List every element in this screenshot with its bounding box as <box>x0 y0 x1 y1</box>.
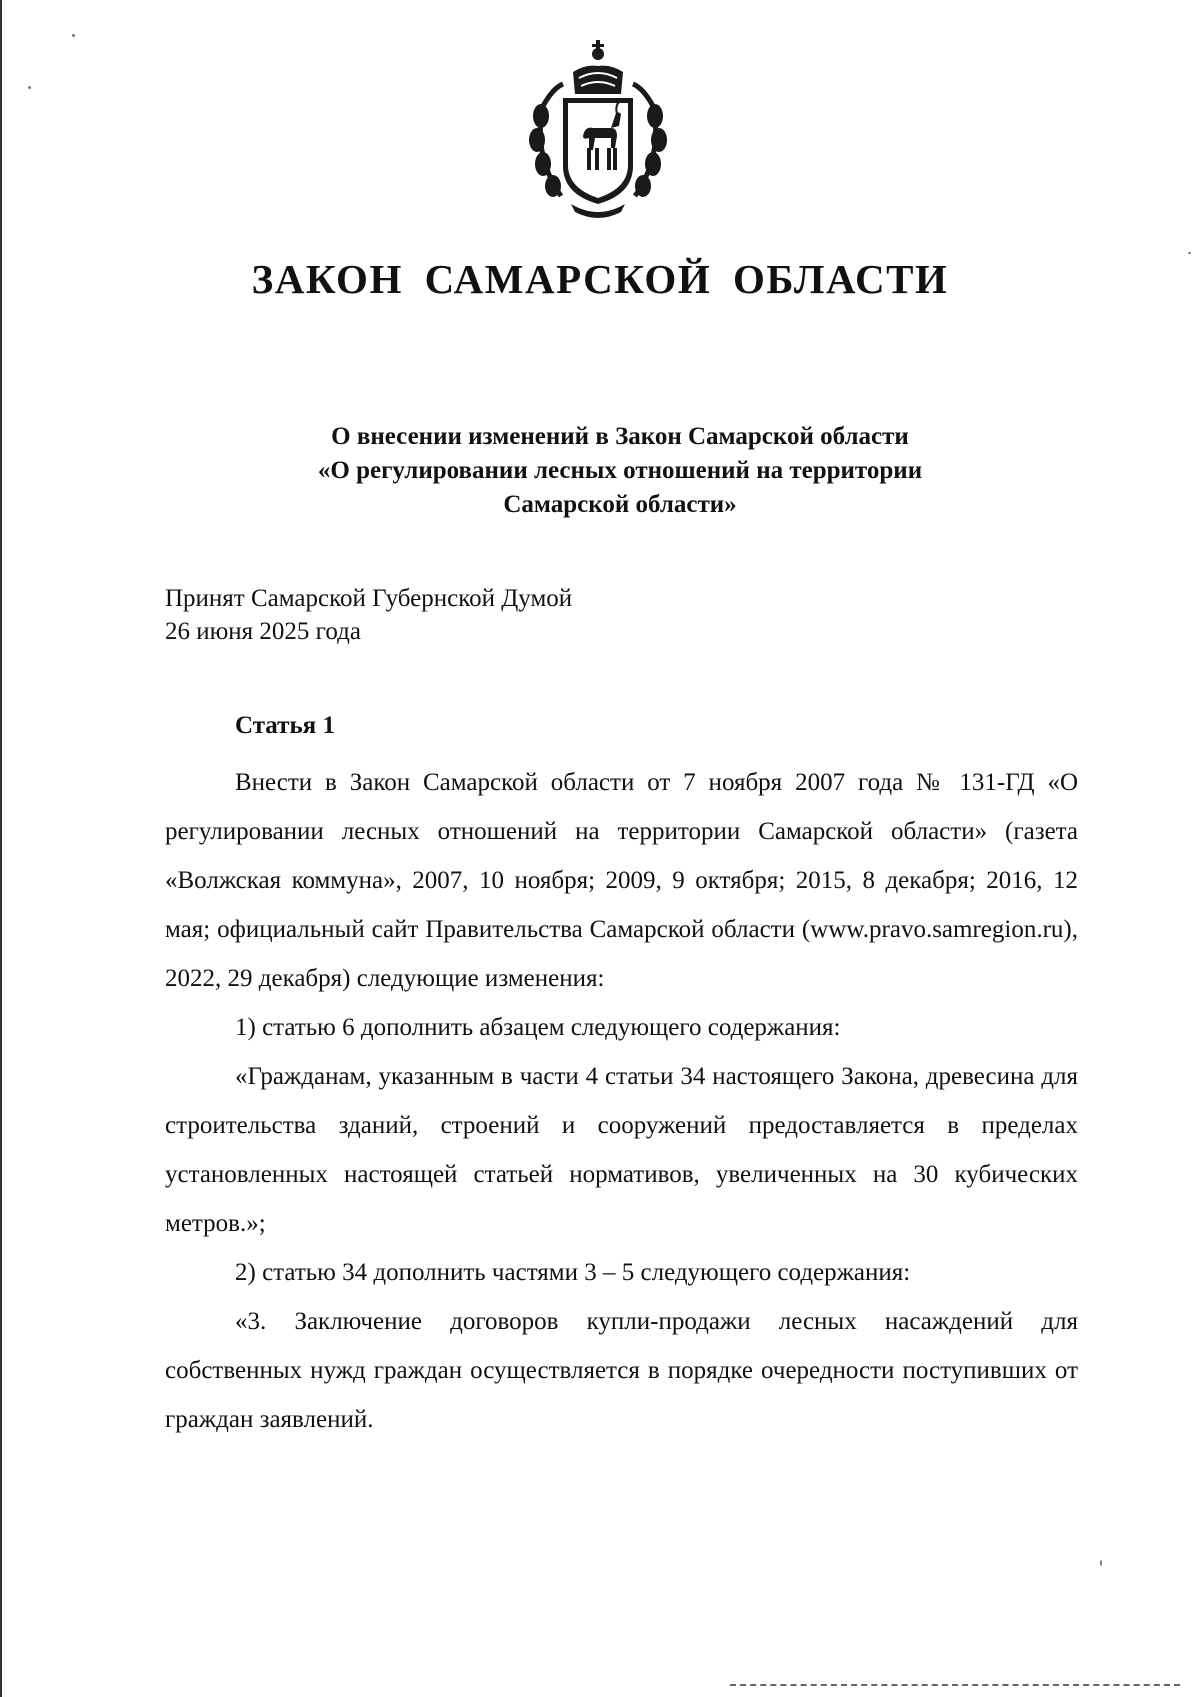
paragraph-quote-2: «3. Заключение договоров купли-продажи лесных насаждений для собственных нужд граждан осуществляется в порядке очередности поступивших от граждан заявлений. <box>165 1308 1078 1433</box>
paragraph-item-2: 2) статью 34 дополнить частями 3 – 5 следующего содержания: <box>235 1259 911 1286</box>
subtitle-line-1: О внесении изменений в Закон Самарской области <box>331 423 909 450</box>
coat-of-arms-icon <box>523 36 673 224</box>
article-heading: Статья 1 <box>235 712 335 739</box>
paragraph-intro: Внести в Закон Самарской области от 7 ноября 2007 года № 131-ГД «О регулировании лесных отношений на территории Самарской области» (газета «Волжская коммуна», 2007, 10 ноября; 2009, 9 октября; 2015, 8 декабря; 2016, 12 мая; официальный сайт Правительства Самарской области (www.pravo.samregion.ru), 2022, 29 декабря) следующие изменения: <box>165 769 1078 992</box>
paragraph-item-1: 1) статью 6 дополнить абзацем следующего содержания: <box>235 1014 841 1041</box>
scan-speck <box>28 86 31 89</box>
subtitle-line-2: «О регулировании лесных отношений на территории <box>317 457 923 484</box>
scan-speck <box>1100 1560 1102 1566</box>
document-title: ЗАКОН САМАРСКОЙ ОБЛАСТИ <box>251 256 949 302</box>
scan-speck <box>72 34 75 37</box>
scan-speck <box>1188 252 1191 254</box>
law-subtitle <box>0 420 1200 522</box>
adoption-date: 26 июня 2025 года <box>165 618 361 645</box>
scan-bottom-edge <box>730 1684 1180 1686</box>
paragraph-quote-1: «Гражданам, указанным в части 4 статьи 34 настоящего Закона, древесина для строительства зданий, строений и сооружений предоставляется в пределах установленных настоящей статьей нормативов, увеличенных на 30 кубических метров.»; <box>165 1063 1078 1237</box>
adoption-info <box>165 582 572 648</box>
adoption-body: Принят Самарской Губернской Думой <box>165 585 573 612</box>
subtitle-line-3: Самарской области» <box>503 491 737 518</box>
article-body <box>165 758 1078 1444</box>
